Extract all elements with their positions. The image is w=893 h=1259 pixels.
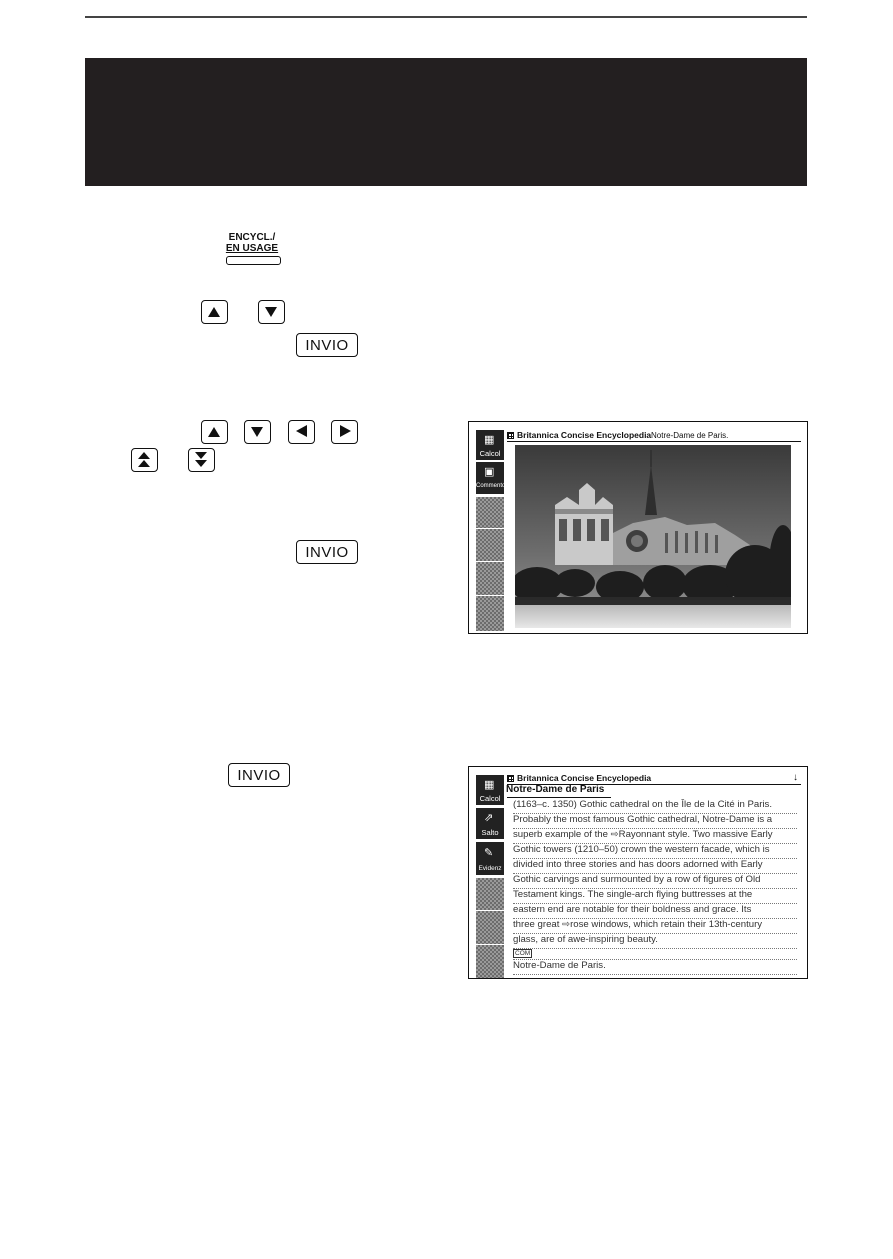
right-arrow-key[interactable]: [331, 420, 358, 444]
entry-text-line: (1163–c. 1350) Gothic cathedral on the Île de la Cité in Paris.: [513, 798, 797, 814]
dictionary-icon: [507, 775, 514, 782]
entry-text-line: eastern end are notable for their boldness and grace. Its: [513, 903, 797, 919]
entry-title: Notre-Dame de Paris.: [651, 431, 729, 440]
headword: Notre-Dame de Paris: [506, 784, 605, 795]
calculator-tile[interactable]: [476, 430, 504, 460]
entry-text-line: three great ⇨rose windows, which retain their 13th-century: [513, 918, 797, 934]
sidebar-label: Evidenz: [478, 865, 502, 872]
screen-sidebar: [476, 775, 504, 976]
up-arrow-key[interactable]: [201, 300, 228, 324]
up-arrow-icon: [208, 427, 220, 437]
down-arrow-key[interactable]: [258, 300, 285, 324]
image-caption-link[interactable]: Notre-Dame de Paris.: [513, 959, 797, 975]
encycl-key-label-1: ENCYCL./: [228, 232, 276, 243]
screen-sidebar: [476, 430, 504, 631]
entry-text-line: Probably the most famous Gothic cathedral, Notre-Dame is a: [513, 813, 797, 829]
encycl-key-label-2: EN USAGE: [225, 243, 279, 254]
entry-text-line: glass, are of awe-inspiring beauty.: [513, 933, 797, 949]
dictionary-title: Britannica Concise Encyclopedia: [507, 430, 651, 440]
device-screen-text: [468, 766, 808, 979]
up-arrow-icon: [208, 307, 220, 317]
device-screen-image: [468, 421, 808, 634]
jump-tile[interactable]: [476, 808, 504, 839]
dictionary-title: Britannica Concise Encyclopedia: [507, 773, 651, 783]
entry-text-line: Testament kings. The single-arch flying buttresses at the: [513, 888, 797, 904]
calculator-icon: ▦: [484, 433, 495, 446]
invio-key[interactable]: INVIO: [296, 333, 358, 357]
left-arrow-key[interactable]: [288, 420, 315, 444]
highlight-icon: ✎: [484, 846, 494, 859]
invio-key[interactable]: INVIO: [228, 763, 290, 787]
page-down-icon: [195, 452, 207, 459]
down-arrow-key[interactable]: [244, 420, 271, 444]
right-arrow-icon: [340, 425, 351, 437]
invio-key[interactable]: INVIO: [296, 540, 358, 564]
notre-dame-photo: [515, 445, 791, 628]
entry-text-line: Gothic towers (1210–50) crown the western facade, which is: [513, 843, 797, 859]
down-arrow-icon: [251, 427, 263, 437]
dictionary-icon: [507, 432, 514, 439]
highlight-tile[interactable]: [476, 842, 504, 875]
encycl-key-button[interactable]: [226, 256, 281, 265]
scroll-down-indicator: ↓: [793, 772, 798, 783]
sidebar-label: Calcol: [479, 449, 501, 458]
com-badge[interactable]: COM: [515, 950, 531, 957]
page-up-key[interactable]: [131, 448, 158, 472]
sidebar-label: Commento: [476, 483, 506, 489]
page-down-key[interactable]: [188, 448, 215, 472]
comment-tile[interactable]: [476, 462, 504, 494]
page-up-icon: [138, 452, 150, 459]
calculator-icon: ▦: [484, 778, 495, 791]
left-arrow-icon: [296, 425, 307, 437]
calculator-tile[interactable]: [476, 775, 504, 805]
up-arrow-key[interactable]: [201, 420, 228, 444]
entry-text-line: superb example of the ⇨Rayonnant style. Two massive Early: [513, 828, 797, 844]
comment-icon: ▣: [484, 465, 495, 478]
down-arrow-icon: [265, 307, 277, 317]
header-banner: [85, 58, 807, 186]
jump-icon: ⇗: [484, 811, 494, 824]
sidebar-label: Salto: [481, 828, 499, 837]
entry-text-line: divided into three stories and has doors adorned with Early: [513, 858, 797, 874]
sidebar-label: Calcol: [479, 794, 501, 803]
top-rule: [85, 16, 807, 18]
entry-text-line: Gothic carvings and surmounted by a row of figures of Old: [513, 873, 797, 889]
